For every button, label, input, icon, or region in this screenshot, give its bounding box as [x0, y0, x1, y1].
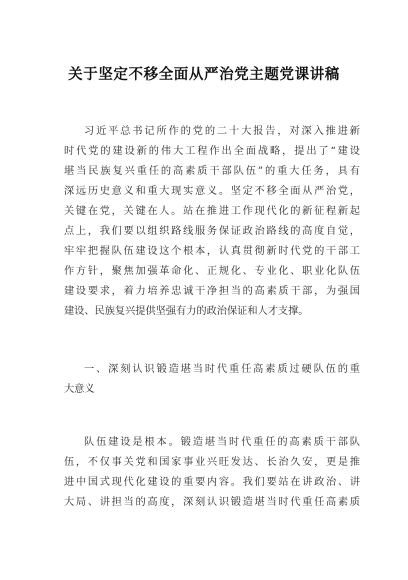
section-heading-line-2: 大意义 [64, 384, 95, 395]
paragraph-1-line-7: 牢牢把握队伍建设这个根本，认真贯彻新时代党的干部工 [64, 246, 360, 257]
document-title: 关于坚定不移全面从严治党主题党课讲稿 [68, 67, 340, 83]
paragraph-1-line-2: 时代党的建设新的伟大工程作出全面战略，提出了“建设 [64, 146, 360, 157]
paragraph-3-line-3: 进中国式现代化建设的重要内容。我们要站在讲政治、讲 [64, 477, 360, 488]
paragraph-1-line-4: 深远历史意义和重大现实意义。坚定不移全面从严治党， [64, 186, 360, 197]
paragraph-1-line-5: 关键在党，关键在人。站在推进工作现代化的新征程新起 [64, 206, 360, 217]
paragraph-3-line-1: 队伍建设是根本。锻造堪当时代重任的高素质干部队 [84, 437, 360, 448]
section-heading-line-1: 一、深刻认识锻造堪当时代重任高素质过硬队伍的重 [84, 364, 360, 375]
paragraph-1-line-6: 点上，我们要以组织路线服务保证政治路线的高度自觉， [64, 226, 360, 237]
paragraph-3-line-2: 伍，不仅事关党和国家事业兴旺发达、长治久安，更是推 [64, 457, 360, 468]
paragraph-1-line-1: 习近平总书记所作的党的二十大报告，对深入推进新 [84, 126, 360, 137]
paragraph-1-line-8: 作方针，聚焦加强革命化、正规化、专业化、职业化队伍 [64, 266, 360, 277]
paragraph-1-line-9: 建设要求，着力培养忠诚干净担当的高素质干部，为强国 [64, 286, 360, 297]
paragraph-1-line-3: 堪当民族复兴重任的高素质干部队伍”的重大任务，具有 [64, 166, 360, 177]
paragraph-3-line-4: 大局、讲担当的高度，深刻认识锻造堪当时代重任高素质 [64, 497, 360, 508]
paragraph-1-line-10: 建设、民族复兴提供坚强有力的政治保证和人才支撑。 [64, 306, 309, 317]
